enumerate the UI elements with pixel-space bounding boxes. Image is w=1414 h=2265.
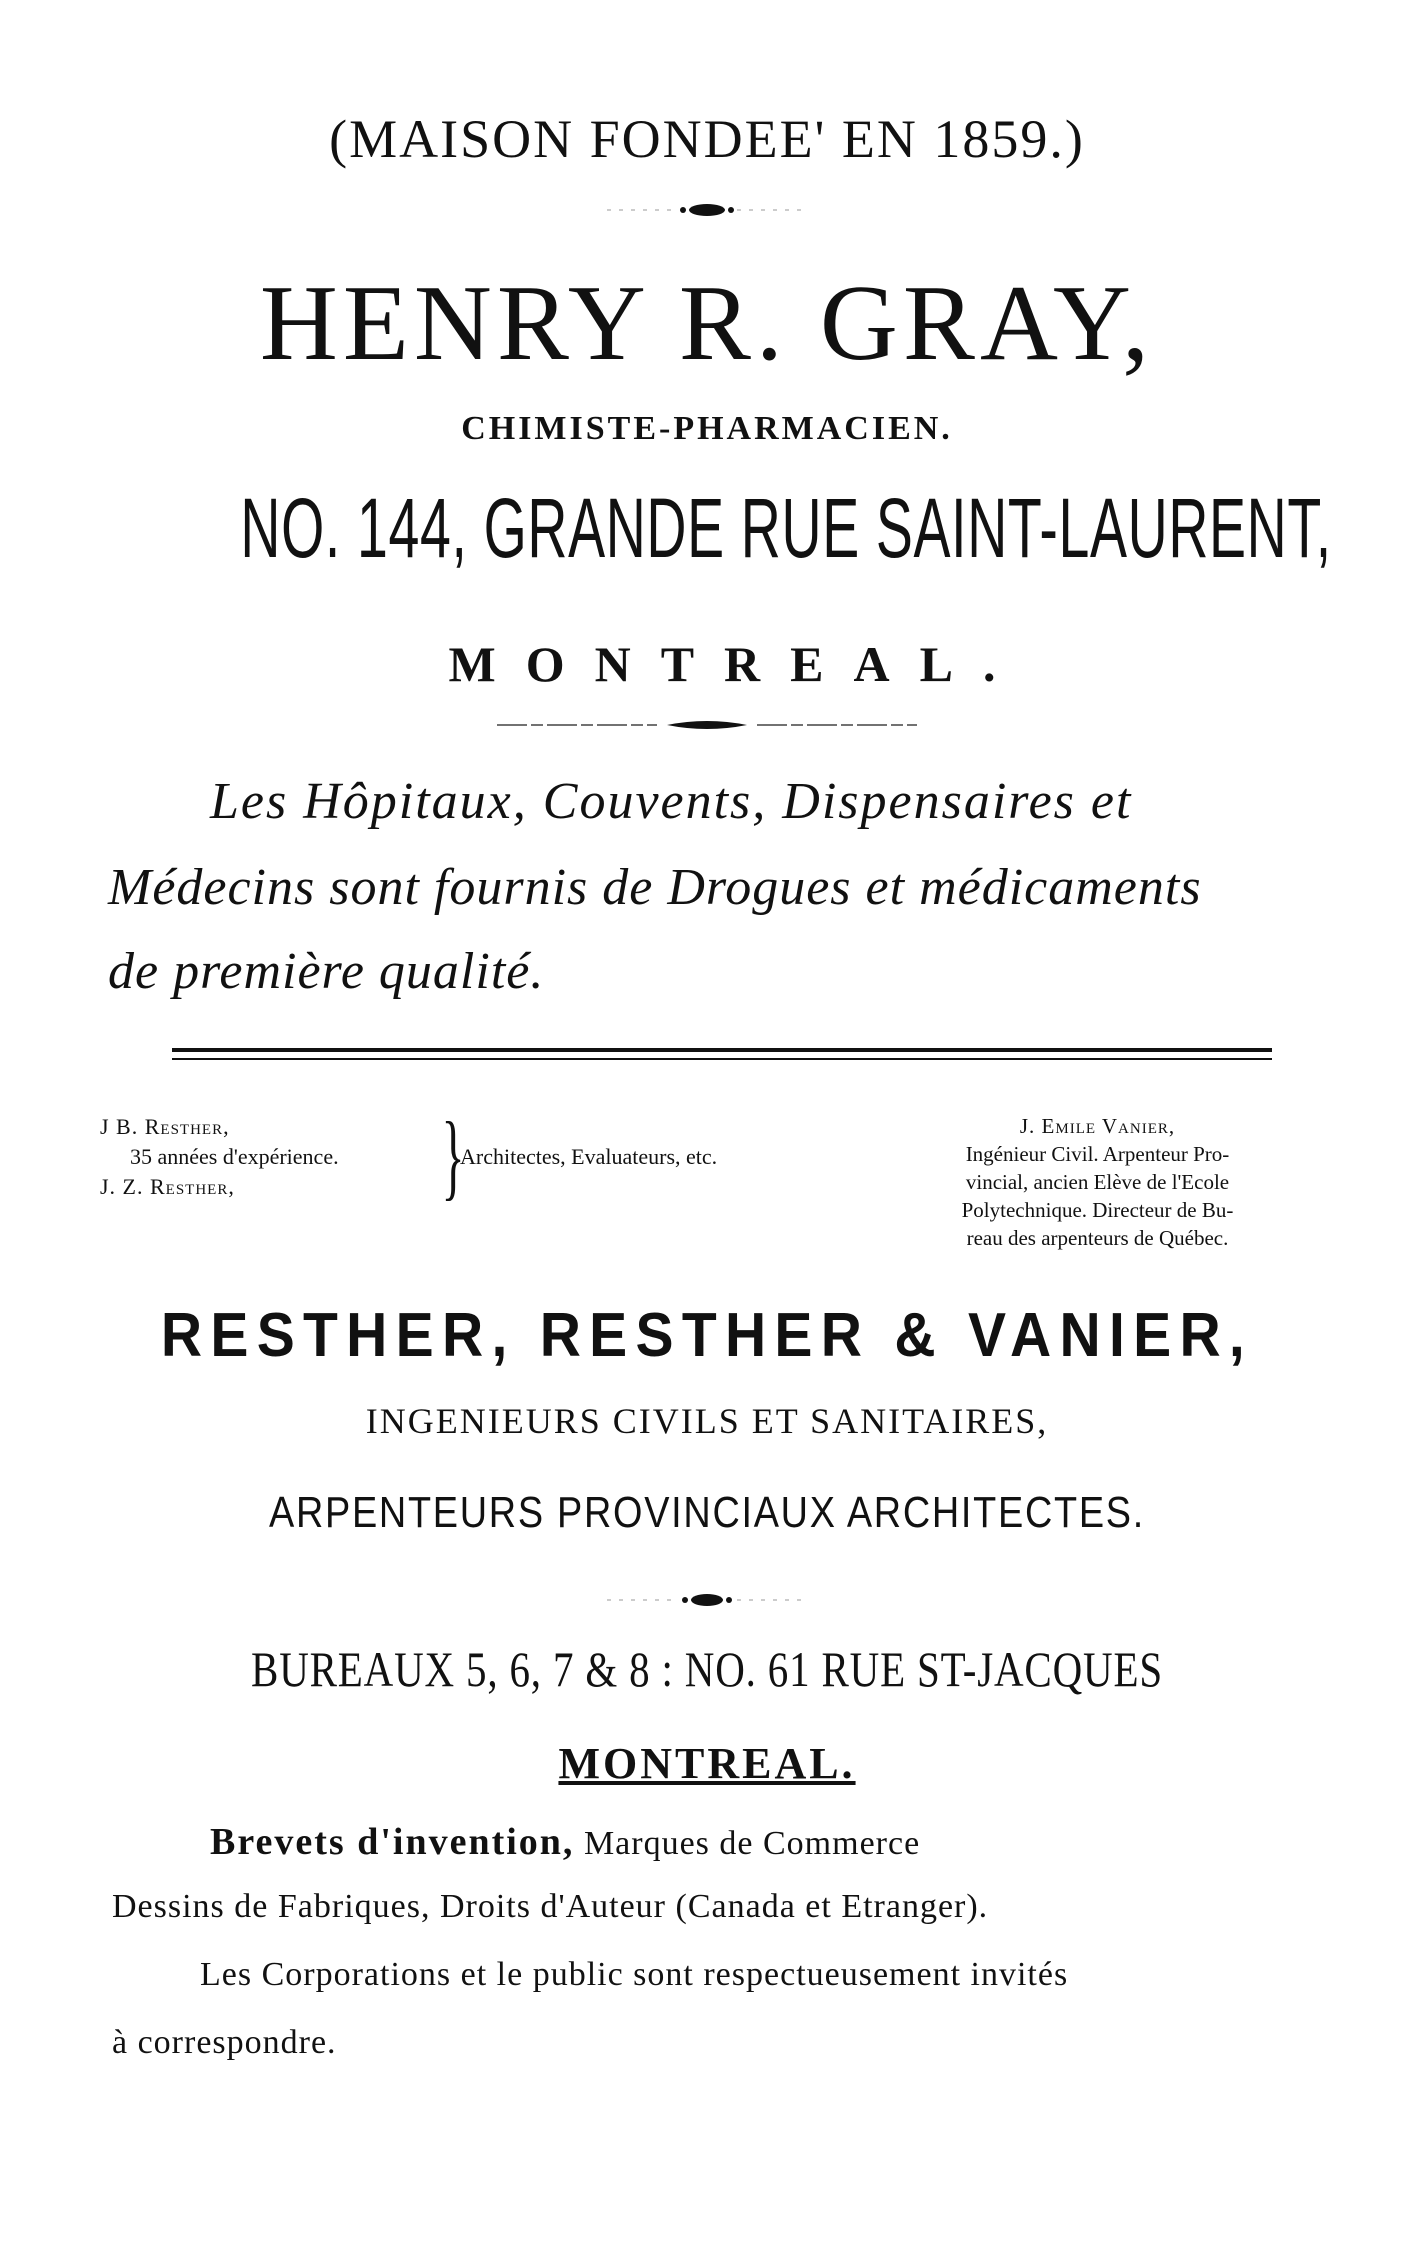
line-divider-mid xyxy=(0,715,1414,735)
partners-right xyxy=(905,1112,1290,1252)
patents-heading: Brevets d'invention, xyxy=(210,1821,575,1863)
firm-para2-line2: à correspondre. xyxy=(112,2024,337,2061)
partners-middle: Architectes, Evaluateurs, etc. xyxy=(460,1144,718,1169)
firm-line2: ARPENTEURS PROVINCIAUX ARCHITECTES. xyxy=(268,1488,1145,1537)
partner-name-jb: J B. Resther, xyxy=(100,1114,230,1139)
firm-line1: INGENIEURS CIVILS ET SANITAIRES, xyxy=(365,1401,1049,1441)
partners-brace: } xyxy=(441,1102,465,1209)
pharmacy-profession: CHIMISTE-PHARMACIEN. xyxy=(461,410,953,447)
partner-experience: 35 années d'expérience. xyxy=(130,1144,339,1169)
double-rule-thick xyxy=(172,1048,1272,1052)
founded-line: (MAISON FONDEE' EN 1859.) xyxy=(329,109,1085,169)
pharmacy-address: NO. 144, GRANDE RUE SAINT-LAURENT, xyxy=(240,481,1332,575)
partner-desc-3: Polytechnique. Directeur de Bu- xyxy=(961,1198,1234,1222)
firm-para2-line1: Les Corporations et le public sont respectueusement invités xyxy=(200,1956,1069,1993)
firm-city: MONTREAL. xyxy=(558,1739,856,1788)
pharmacy-desc-line3: de première qualité. xyxy=(108,943,545,1000)
firm-offices: BUREAUX 5, 6, 7 & 8 : NO. 61 RUE ST-JACQUES xyxy=(251,1641,1163,1697)
ornament-divider-top xyxy=(0,200,1414,220)
partner-desc-1: Ingénieur Civil. Arpenteur Pro- xyxy=(965,1142,1230,1166)
firm-para1-line1 xyxy=(210,1820,920,1864)
pharmacy-city: MONTREAL. xyxy=(448,636,1026,692)
partners-left xyxy=(100,1112,430,1202)
pharmacy-name: HENRY R. GRAY, xyxy=(259,264,1155,383)
firm-para1-line2: Dessins de Fabriques, Droits d'Auteur (Canada et Etranger). xyxy=(112,1888,989,1925)
firm-name: RESTHER, RESTHER & VANIER, xyxy=(160,1301,1254,1370)
pharmacy-desc-line1: Les Hôpitaux, Couvents, Dispensaires et xyxy=(210,773,1133,830)
partner-name-vanier: J. Emile Vanier, xyxy=(1019,1114,1176,1138)
pharmacy-desc-line2: Médecins sont fournis de Drogues et médicaments xyxy=(108,859,1202,916)
trademarks-text: Marques de Commerce xyxy=(574,1825,921,1862)
partner-desc-2: vincial, ancien Elève de l'Ecole xyxy=(965,1170,1230,1194)
double-rule-thin xyxy=(172,1058,1272,1060)
ornament-divider-bottom xyxy=(0,1590,1414,1610)
partner-name-jz: J. Z. Resther, xyxy=(100,1174,235,1199)
partner-desc-4: reau des arpenteurs de Québec. xyxy=(966,1226,1229,1250)
